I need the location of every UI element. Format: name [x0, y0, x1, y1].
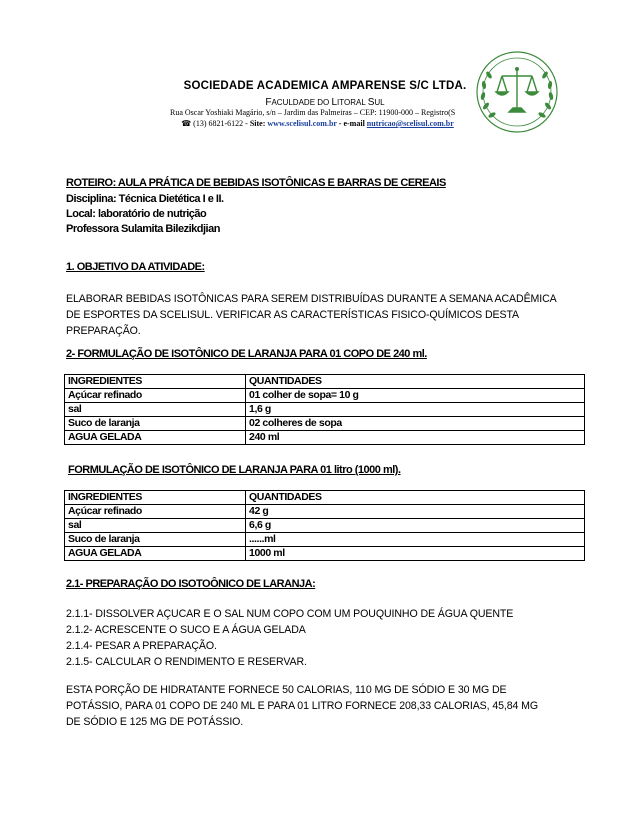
preparation-steps — [66, 606, 596, 670]
formulation-cup-heading: 2- FORMULAÇÃO DE ISOTÔNICO DE LARANJA PARA 01 COPO DE 240 ml. — [66, 348, 427, 360]
objective-text: ELABORAR BEBIDAS ISOTÔNICAS PARA SEREM DISTRIBUÍDAS DURANTE A SEMANA ACADÊMICA DE ESPORTES DA SCELISUL. VERIFICAR AS CARACTERÍSTICAS FISICO-QUÍMICOS DESTA PREPARAÇÃO. — [66, 293, 557, 337]
table-row: AGUA GELADA 1000 ml — [65, 547, 585, 561]
list-item: 2.1.4- PESAR A PREPARAÇÃO. — [66, 640, 217, 652]
table-row: sal 1,6 g — [65, 403, 585, 417]
contact-line: ☎ (13) 6821-6122 - Site: www.scelisul.com.br - e-mail nutricao@scelisul.com.br — [181, 119, 454, 128]
roteiro-title: ROTEIRO: AULA PRÁTICA DE BEBIDAS ISOTÔNICAS E BARRAS DE CEREAIS — [66, 177, 446, 189]
table-row: Açúcar refinado 01 colher de sopa= 10 g — [65, 389, 585, 403]
ingredients-table-cup — [64, 374, 585, 445]
list-item: 2.1.5- CALCULAR O RENDIMENTO E RESERVAR. — [66, 656, 307, 668]
email-link[interactable]: nutricao@scelisul.com.br — [366, 119, 454, 128]
formulation-liter-heading: FORMULAÇÃO DE ISOTÔNICO DE LARANJA PARA 01 litro (1000 ml). — [68, 464, 401, 476]
objective-heading: 1. OBJETIVO DA ATIVIDADE: — [66, 261, 205, 273]
list-item: 2.1.1- DISSOLVER AÇUCAR E O SAL NUM COPO COM UM POUQUINHO DE ÁGUA QUENTE — [66, 608, 514, 620]
site-link[interactable]: www.scelisul.com.br — [267, 119, 337, 128]
discipline-line: Disciplina: Técnica Dietética I e II. — [66, 193, 224, 205]
table-row: Suco de laranja ......ml — [65, 533, 585, 547]
phone-icon: ☎ — [181, 119, 192, 128]
institution-address: Rua Oscar Yoshiaki Magário, s/n – Jardim das Palmeiras – CEP: 11900-000 – Registro(S — [170, 108, 456, 117]
table-row: Suco de laranja 02 colheres de sopa — [65, 417, 585, 431]
phone-number: (13) 6821-6122 - — [193, 119, 250, 128]
ingredients-table-liter — [64, 490, 585, 561]
preparation-heading: 2.1- PREPARAÇÃO DO ISOTOÔNICO DE LARANJA: — [66, 578, 316, 590]
professor-line: Professora Sulamita Bilezikdjian — [66, 223, 220, 235]
location-line: Local: laboratório de nutrição — [66, 208, 207, 220]
table-row: sal 6,6 g — [65, 519, 585, 533]
list-item: 2.1.2- ACRESCENTE O SUCO E A ÁGUA GELADA — [66, 624, 306, 636]
faculty-name: FACULDADE DO LITORAL SUL — [265, 97, 385, 108]
scales-of-justice-logo — [472, 48, 562, 138]
table-row: INGREDIENTES QUANTIDADES — [65, 491, 585, 505]
nutrition-note: ESTA PORÇÃO DE HIDRATANTE FORNECE 50 CALORIAS, 110 MG DE SÓDIO E 30 MG DE POTÁSSIO, PARA 01 COPO DE 240 ML E PARA 01 LITRO FORNECE 208,33 CALORIAS, 45,84 MG DE SÓDIO E 125 MG DE POTÁSSIO. — [66, 684, 539, 728]
table-row: AGUA GELADA 240 ml — [65, 431, 585, 445]
table-row: INGREDIENTES QUANTIDADES — [65, 375, 585, 389]
institution-title: SOCIEDADE ACADEMICA AMPARENSE S/C LTDA. — [183, 80, 467, 92]
table-row: Açúcar refinado 42 g — [65, 505, 585, 519]
